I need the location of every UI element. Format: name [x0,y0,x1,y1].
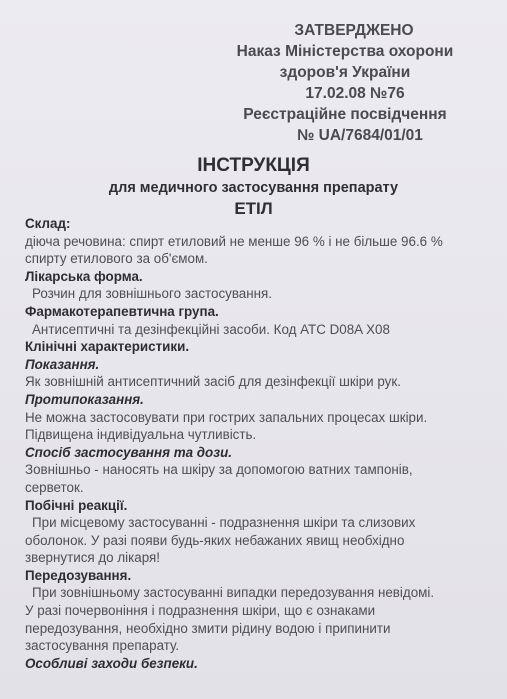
approval-order: Наказ Міністерства охорони [236,43,454,60]
composition-line-2: спирту етилового за об'ємом. [25,251,208,267]
contraindications-heading: Протипоказання. [25,391,144,407]
clinical-heading: Клінічні характеристики. [25,339,190,355]
dosage-heading: Спосіб застосування та дози. [25,444,232,460]
composition-line-1: діюча речовина: спирт етиловий не менше 96 % і не більше 96.6 % [25,233,443,249]
pharm-group-heading: Фармакотерапевтична група. [25,303,219,319]
safety-heading: Особливі заходи безпеки. [25,655,198,671]
dosage-line-2: серветок. [25,479,84,495]
overdose-line-3: передозування, необхідно змити рідину водою і припинити [25,620,391,636]
overdose-line-2: У разі почервоніння і подразнення шкіри, що є ознаками [25,603,376,619]
side-effects-heading: Побічні реакції. [25,497,128,513]
indications-text: Як зовнішній антисептичний засіб для дезінфекції шкіри рук. [25,374,401,390]
approval-title: ЗАТВЕРДЖЕНО [294,22,414,39]
approval-date: 17.02.08 №76 [305,85,405,102]
pharm-group-text: Антисептичні та дезінфекційні засоби. Код АТС D08A X08 [32,321,390,337]
document-title: ІНСТРУКЦІЯ [197,155,310,176]
instruction-body [25,215,495,672]
overdose-line-1: При зовнішньому застосуванні випадки передозування невідомі. [32,585,435,601]
contraindications-line-2: Підвищена індивідуальна чутливість. [25,427,257,443]
approval-ministry: здоров'я України [279,64,411,81]
indications-heading: Показання. [25,356,100,372]
approval-stamp [200,20,490,146]
drug-name: ЕТІЛ [234,199,273,218]
contraindications-line-1: Не можна застосовувати при гострих запальних процесах шкіри. [25,409,428,425]
side-effects-line-2: оболонок. У разі появи будь-яких небажаних явищ необхідно [25,532,405,548]
overdose-heading: Передозування. [25,567,132,583]
overdose-line-4: застосування препарату. [25,638,180,654]
document-subtitle: для медичного застосування препарату [108,180,399,196]
form-heading: Лікарська форма. [25,268,143,284]
form-text: Розчин для зовнішнього застосування. [32,286,273,302]
side-effects-line-3: звернутися до лікаря! [25,550,161,566]
registration-number: № UA/7684/01/01 [297,127,423,144]
registration-label: Реєстраційне посвідчення [243,106,447,123]
dosage-line-1: Зовнішньо - наносять на шкіру за допомогою ватних тампонів, [25,462,413,478]
composition-heading: Склад: [25,216,71,231]
side-effects-line-1: При місцевому застосуванні - подразнення шкіри та слизових [32,515,416,531]
